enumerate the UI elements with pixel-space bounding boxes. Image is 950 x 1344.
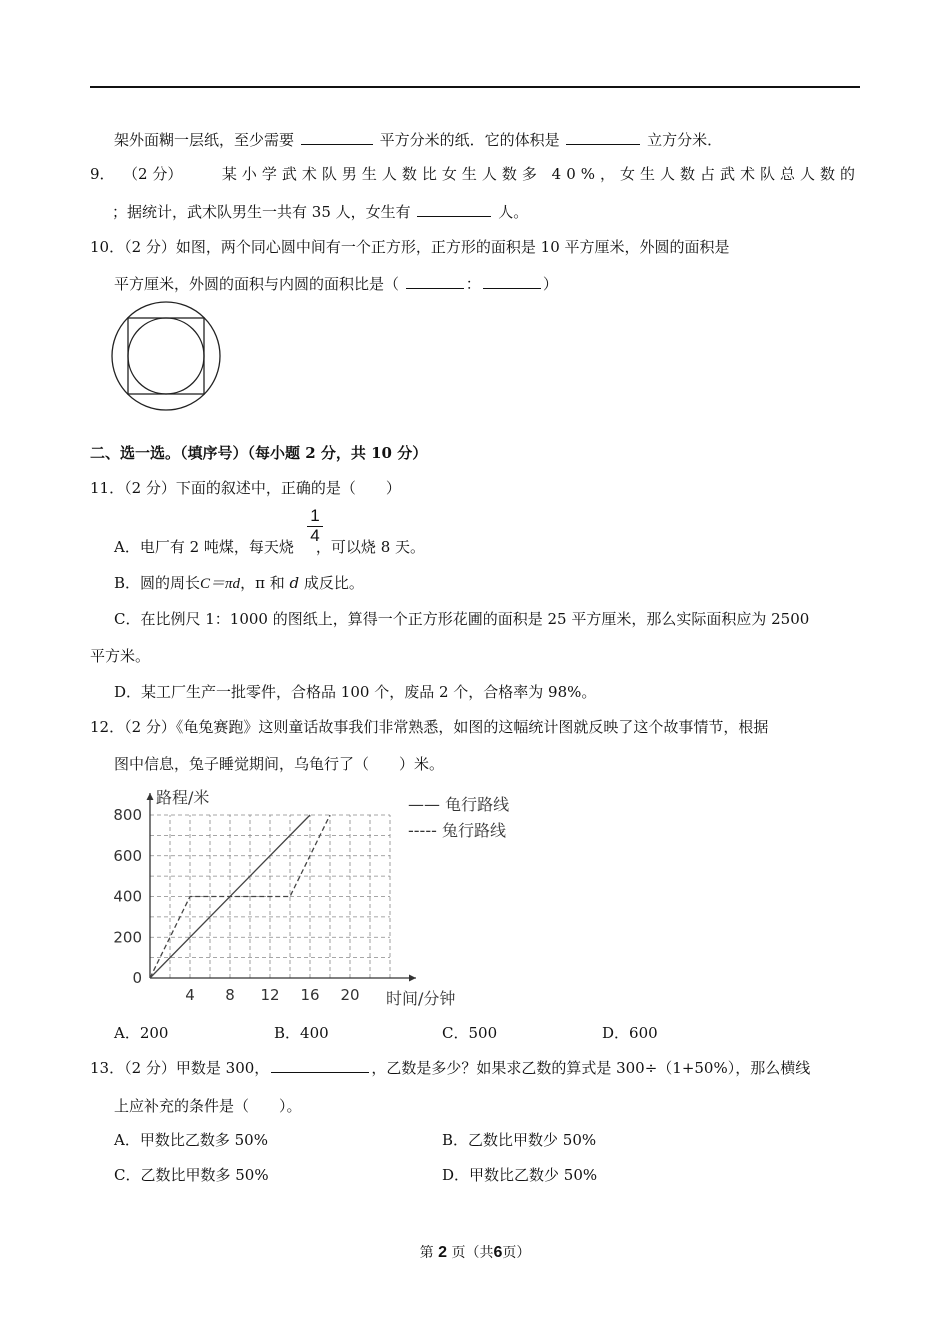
q11-option-c-line-2: 平方米。	[90, 647, 151, 665]
q13-text-2: ，乙数是多少？如果求乙数的算式是 300÷（1+50%），那么横线	[371, 1059, 811, 1077]
q11-option-b-text-1: B．圆的周长	[114, 574, 201, 592]
y-tick-label: 800	[113, 806, 142, 824]
q11-option-c-line-1[interactable]: C．在比例尺 1：1000 的图纸上，算得一个正方形花圃的面积是 25 平方厘米，那么实际面积应为 2500	[114, 610, 810, 628]
q9-line-1	[90, 163, 860, 184]
q10-number: 10．	[90, 238, 125, 256]
q12-option-b[interactable]: B．400	[274, 1024, 329, 1042]
q12-option-c[interactable]: C．500	[442, 1024, 498, 1042]
y-axis-arrow-icon	[147, 793, 154, 800]
footer-text-2: 页（共	[451, 1245, 494, 1261]
q9-text-2: ；据统计，武术队男生一共有 35 人，女生有	[112, 203, 411, 221]
x-tick-label: 12	[260, 986, 280, 1004]
header-rule	[90, 86, 860, 88]
x-tick-label: 16	[300, 986, 320, 1004]
q12-line-2: 图中信息，兔子睡觉期间，乌龟行了（ ）米。	[114, 755, 445, 773]
q13-option-d[interactable]: D．甲数比乙数少 50%	[442, 1166, 598, 1184]
q10-close: ）	[542, 275, 558, 293]
footer-text-3: 页）	[502, 1245, 531, 1261]
q12-option-a[interactable]: A．200	[114, 1024, 169, 1042]
footer-total-pages: 6	[493, 1244, 503, 1261]
x-axis-label: 时间/分钟	[386, 989, 456, 1008]
q9-score: （2 分）	[130, 165, 183, 183]
y-tick-label: 400	[113, 887, 142, 906]
q10-blank-1[interactable]	[406, 274, 464, 289]
q13-line-2: 上应补充的条件是（ ）。	[114, 1097, 302, 1115]
q10-text-1: （2 分）如图，两个同心圆中间有一个正方形，正方形的面积是 10 平方厘米，外圆的面积是	[124, 238, 730, 256]
q13-option-a[interactable]: A．甲数比乙数多 50%	[114, 1131, 268, 1149]
footer-text-1: 第	[419, 1245, 434, 1261]
q9-number: 9．	[90, 165, 115, 183]
x-axis-arrow-icon	[409, 975, 416, 982]
race-line-chart	[100, 780, 540, 1010]
concentric-circles-figure	[110, 300, 222, 412]
q11-option-b-text-2: ，π 和	[240, 574, 285, 592]
fraction-one-quarter	[304, 507, 326, 544]
legend-tortoise: —— 龟行路线	[408, 795, 510, 814]
q13-blank[interactable]	[271, 1058, 369, 1073]
q11-option-a[interactable]	[114, 536, 425, 557]
q12-option-d[interactable]: D．600	[602, 1024, 658, 1042]
q13-option-c[interactable]: C．乙数比甲数多 50%	[114, 1166, 269, 1184]
q13-text-1: （2 分）甲数是 300，	[124, 1059, 270, 1077]
q8-blank-area[interactable]	[301, 130, 373, 145]
q9-line-2	[112, 201, 528, 222]
q11-text: （2 分）下面的叙述中，正确的是（ ）	[124, 479, 401, 497]
q11-option-b-text-3: 成反比。	[303, 574, 364, 592]
q12-number: 12．	[90, 718, 125, 736]
q13-line-1	[90, 1057, 810, 1078]
q11-stem	[90, 477, 401, 498]
y-axis-label: 路程/米	[156, 788, 210, 807]
q13-number: 13．	[90, 1059, 125, 1077]
q8-text-3: 立方分米．	[647, 131, 723, 149]
q9-text-1: 某小学武术队男生人数比女生人数多 40%，女生人数占武术队总人数的	[221, 165, 860, 183]
page-footer	[0, 1242, 950, 1262]
y-tick-label: 200	[113, 928, 142, 947]
x-tick-label: 8	[225, 986, 235, 1004]
q11-number: 11．	[90, 479, 125, 497]
q8-tail	[114, 129, 722, 150]
q8-text-1: 架外面糊一层纸，至少需要	[114, 131, 295, 149]
q13-option-b[interactable]: B．乙数比甲数少 50%	[442, 1131, 597, 1149]
q11-option-a-text-2: ，可以烧 8 天。	[315, 538, 426, 556]
q10-text-2: 平方厘米，外圆的面积与内圆的面积比是（	[114, 275, 400, 293]
q11-option-b-formula: C＝πd	[200, 576, 241, 592]
q9-blank[interactable]	[417, 202, 491, 217]
q8-text-2: 平方分米的纸．它的体积是	[379, 131, 560, 149]
q11-option-d[interactable]: D．某工厂生产一批零件，合格品 100 个，废品 2 个，合格率为 98%。	[114, 683, 597, 701]
q8-blank-volume[interactable]	[566, 130, 640, 145]
footer-page-number: 2	[438, 1244, 447, 1261]
q10-line-1	[90, 236, 730, 257]
q11-option-a-text-1: A．电厂有 2 吨煤，每天烧	[114, 538, 294, 556]
fraction-numerator: 1	[310, 506, 320, 525]
y-tick-label: 0	[132, 969, 142, 987]
section-2-heading: 二、选一选。（填序号）（每小题 2 分，共 10 分）	[90, 444, 428, 462]
q9-text-3: 人。	[498, 203, 529, 221]
legend-hare: ----- 兔行路线	[408, 821, 506, 840]
series-line-hare	[150, 815, 330, 978]
q12-text-1: （2 分）《龟兔赛跑》这则童话故事我们非常熟悉，如图的这幅统计图就反映了这个故事情节，根据	[124, 718, 769, 736]
q11-option-b[interactable]	[114, 572, 364, 593]
fraction-denominator: 4	[310, 526, 320, 545]
q10-blank-2[interactable]	[483, 274, 541, 289]
y-tick-label: 600	[113, 846, 142, 865]
x-tick-label: 20	[340, 986, 360, 1004]
q11-option-b-variable: d	[289, 574, 300, 592]
q10-line-2	[114, 273, 558, 294]
x-tick-label: 4	[185, 986, 195, 1004]
q12-line-1	[90, 716, 768, 737]
inner-circle	[128, 318, 204, 394]
q10-colon: ：	[465, 275, 481, 293]
